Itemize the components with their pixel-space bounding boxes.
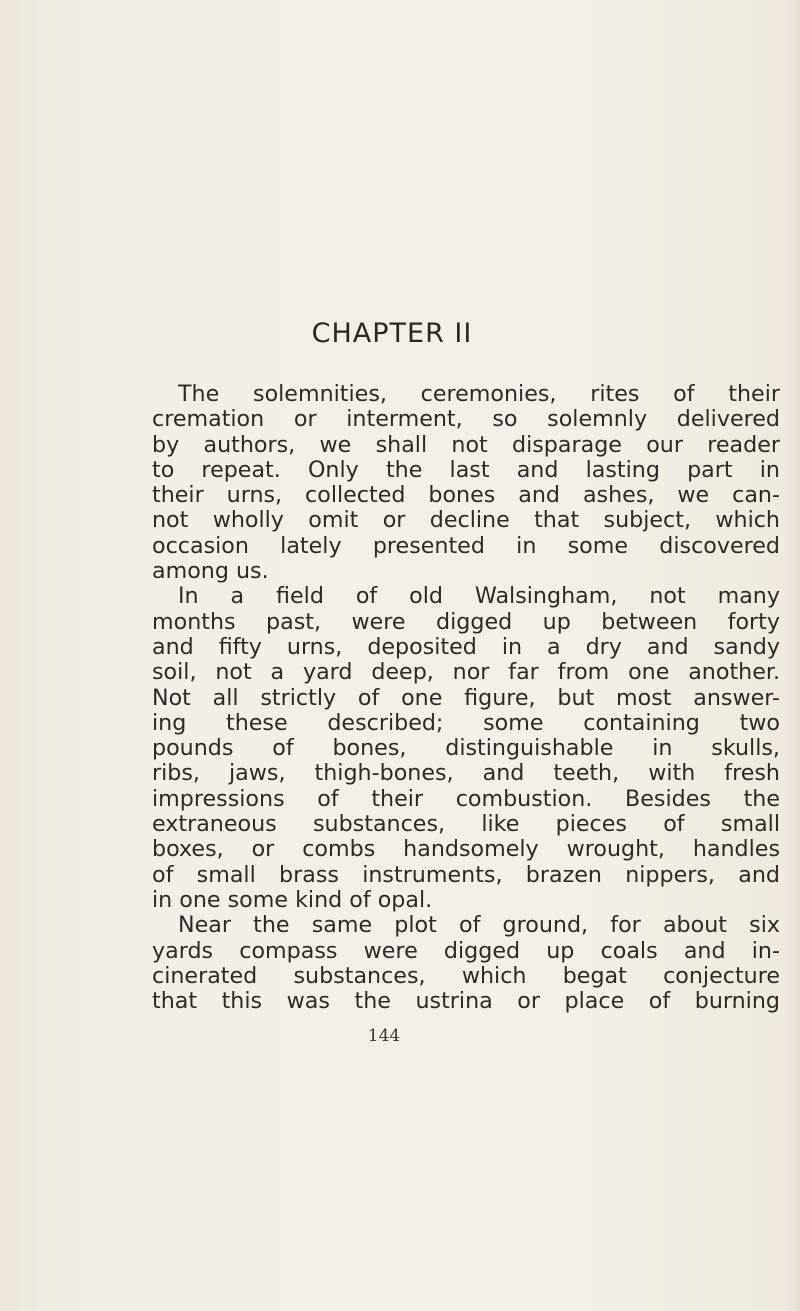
text-line: among us.: [152, 558, 269, 585]
chapter-heading: CHAPTER II: [311, 318, 473, 349]
text-line: Near the same plot of ground, for about six: [178, 912, 780, 939]
text-line: ribs, jaws, thigh-bones, and teeth, with fresh: [152, 760, 780, 787]
page-number: 144: [367, 1026, 401, 1046]
text-line: yards compass were digged up coals and in-: [152, 937, 780, 964]
text-line: In a field of old Walsingham, not many: [178, 583, 780, 610]
text-line: ing these described; some containing two: [152, 709, 780, 736]
text-line: in one some kind of opal.: [152, 886, 433, 913]
text-line: boxes, or combs handsomely wrought, handles: [152, 836, 780, 863]
text-line: months past, were digged up between forty: [152, 608, 780, 635]
text-line: not wholly omit or decline that subject, which: [152, 507, 780, 534]
text-line: Not all strictly of one figure, but most answer-: [152, 684, 780, 711]
text-line: of small brass instruments, brazen nippers, and: [152, 861, 780, 888]
text-line: occasion lately presented in some discovered: [152, 532, 780, 559]
text-line: The solemnities, ceremonies, rites of their: [178, 381, 780, 407]
page-edge-shadow: [786, 0, 800, 1311]
text-line: impressions of their combustion. Besides the: [152, 785, 780, 812]
text-line: cinerated substances, which begat conjecture: [152, 962, 780, 989]
body-text: [152, 382, 780, 1014]
text-line: extraneous substances, like pieces of small: [152, 811, 780, 838]
text-line: their urns, collected bones and ashes, we can-: [152, 482, 780, 509]
text-line: by authors, we shall not disparage our reader: [152, 431, 780, 458]
text-line: pounds of bones, distinguishable in skulls,: [152, 735, 780, 762]
text-line: to repeat. Only the last and lasting part in: [152, 456, 780, 483]
text-line: soil, not a yard deep, nor far from one another.: [152, 659, 780, 686]
text-line: that this was the ustrina or place of burning: [152, 988, 780, 1015]
text-line: and fifty urns, deposited in a dry and sandy: [152, 633, 780, 660]
text-line: cremation or interment, so solemnly delivered: [152, 406, 780, 433]
